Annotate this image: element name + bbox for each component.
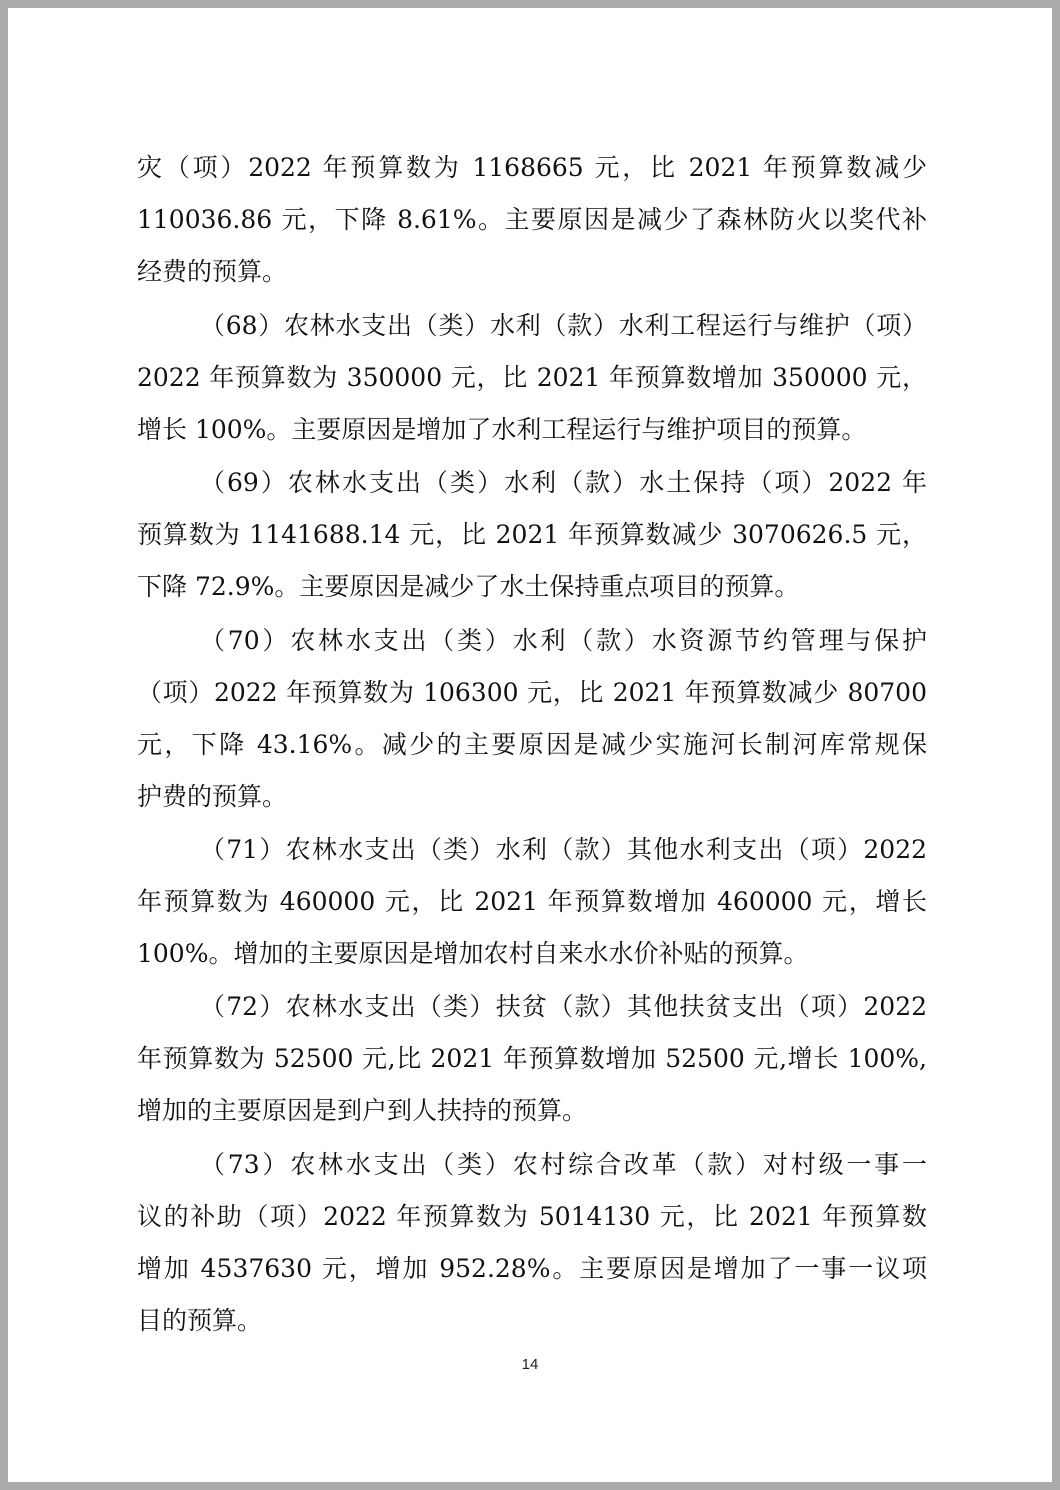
- text-line-1: 灾（项）2022 年预算数为 1168665 元，比 2021 年预算数减少: [137, 153, 927, 182]
- paragraph-69-line-2: 预算数为 1141688.14 元，比 2021 年预算数减少 3070626.5 元，: [137, 520, 927, 549]
- paragraph-70-line-1: （70）农林水支出（类）水利（款）水资源节约管理与保护: [200, 626, 927, 655]
- paragraph-68-line-2: 2022 年预算数为 350000 元，比 2021 年预算数增加 350000 元，: [137, 363, 927, 392]
- text-line-3: 经费的预算。: [137, 257, 288, 286]
- paragraph-69-line-1: （69）农林水支出（类）水利（款）水土保持（项）2022 年: [200, 468, 927, 497]
- page-number: 14: [521, 1356, 539, 1373]
- paragraph-69-line-3: 下降 72.9%。主要原因是减少了水土保持重点项目的预算。: [137, 572, 800, 601]
- paragraph-70-line-4: 护费的预算。: [137, 782, 288, 811]
- paragraph-72-line-3: 增加的主要原因是到户到人扶持的预算。: [137, 1096, 588, 1125]
- paragraph-71-line-3: 100%。增加的主要原因是增加农村自来水水价补贴的预算。: [137, 939, 809, 968]
- paragraph-70-line-2: （项）2022 年预算数为 106300 元，比 2021 年预算数减少 80700: [137, 678, 927, 707]
- paragraph-68-line-1: （68）农林水支出（类）水利（款）水利工程运行与维护（项）: [200, 311, 927, 340]
- paragraph-73-line-1: （73）农林水支出（类）农村综合改革（款）对村级一事一: [200, 1150, 927, 1179]
- paragraph-68-line-3: 增长 100%。主要原因是增加了水利工程运行与维护项目的预算。: [137, 415, 867, 444]
- paragraph-71-line-1: （71）农林水支出（类）水利（款）其他水利支出（项）2022: [200, 835, 927, 864]
- paragraph-71-line-2: 年预算数为 460000 元，比 2021 年预算数增加 460000 元，增长: [137, 887, 927, 916]
- text-line-2: 110036.86 元，下降 8.61%。主要原因是减少了森林防火以奖代补: [137, 205, 927, 234]
- paragraph-72-line-2: 年预算数为 52500 元,比 2021 年预算数增加 52500 元,增长 100%,: [137, 1044, 927, 1073]
- paragraph-72-line-1: （72）农林水支出（类）扶贫（款）其他扶贫支出（项）2022: [200, 992, 927, 1021]
- paragraph-73-line-3: 增加 4537630 元，增加 952.28%。主要原因是增加了一事一议项: [137, 1254, 927, 1283]
- paragraph-73-line-2: 议的补助（项）2022 年预算数为 5014130 元，比 2021 年预算数: [137, 1202, 927, 1231]
- paragraph-70-line-3: 元，下降 43.16%。减少的主要原因是减少实施河长制河库常规保: [137, 730, 927, 759]
- paragraph-73-line-4: 目的预算。: [137, 1306, 263, 1335]
